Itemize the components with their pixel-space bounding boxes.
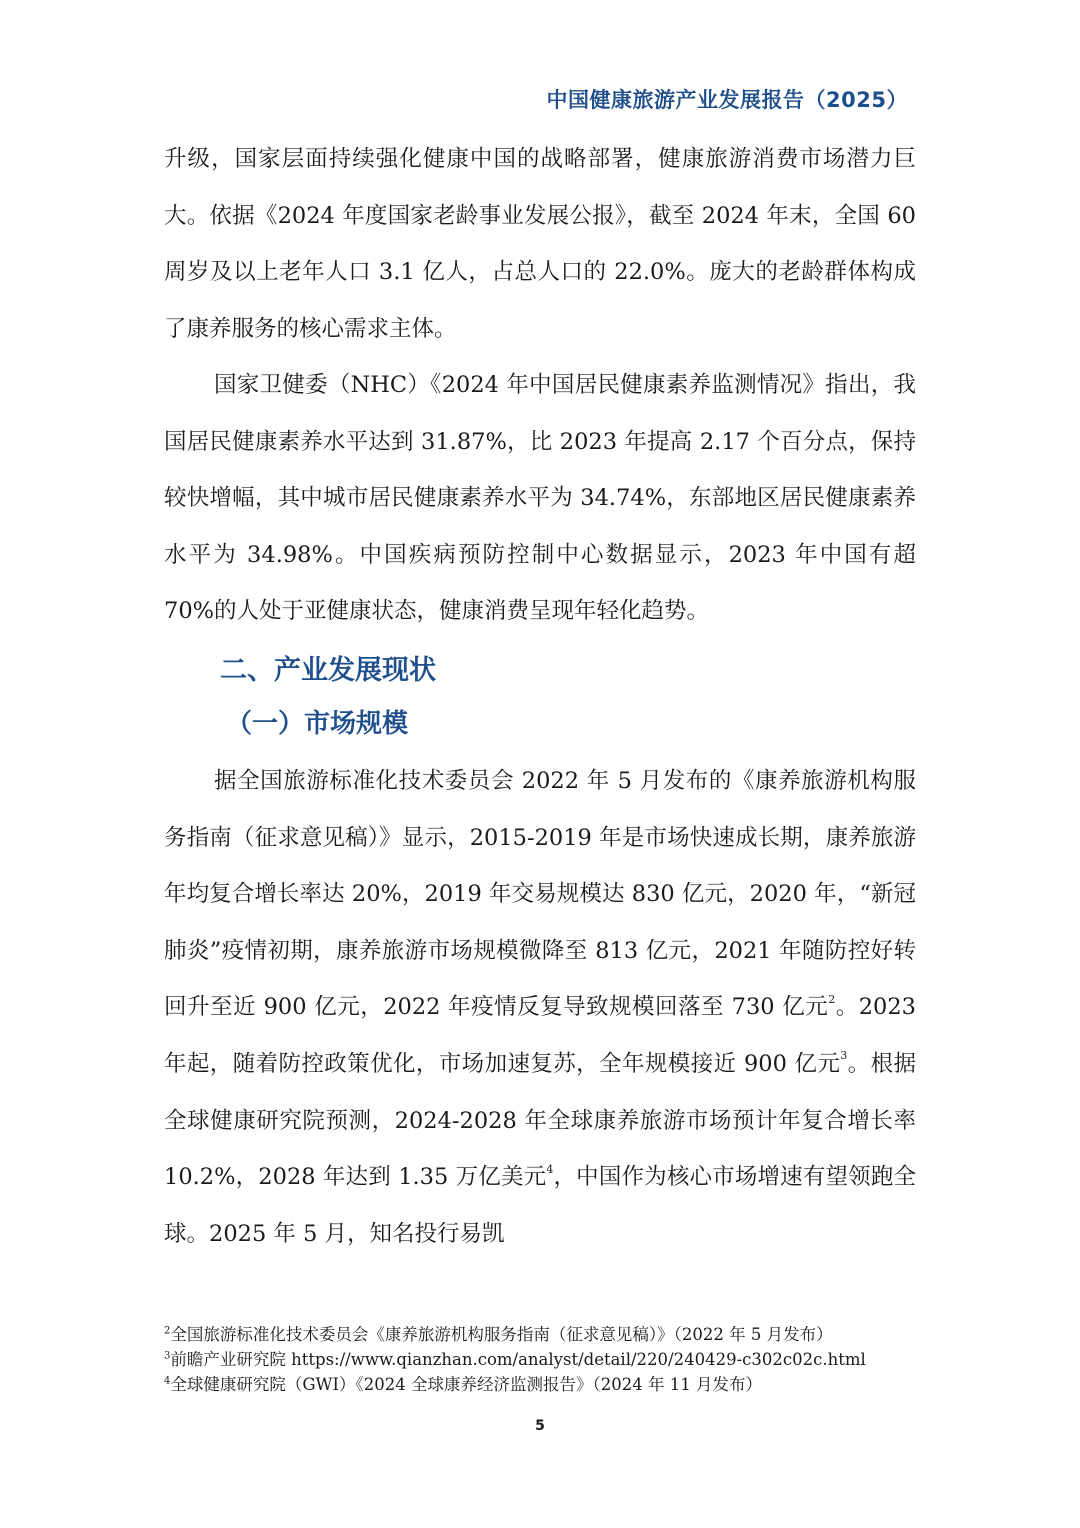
footnote-ref-4[interactable]: 4 (546, 1162, 554, 1176)
report-header-title: 中国健康旅游产业发展报告（2025） (546, 88, 908, 112)
market-text-part-1: 据全国旅游标准化技术委员会 2022 年 5 月发布的《康养旅游机构服务指南（征求意见稿）》显示，2015-2019 年是市场快速成长期，康养旅游年均复合增长率达 20%，2019 年交易规模达 830 亿元，2020 年，“新冠肺炎”疫情初期，康养旅游市场规模微降至 813 亿元，2021 年随防控好转回升至近 900 亿元，2022 年疫情反复导致规模回落至 730 亿元 (164, 768, 916, 1021)
footnote-text[interactable]: 前瞻产业研究院 https://www.qianzhan.com/analyst/detail/220/240429-c302c02c.html (170, 1350, 866, 1369)
footnote-text: 全国旅游标准化技术委员会《康养旅游机构服务指南（征求意见稿）》（2022 年 5 月发布） (170, 1325, 833, 1344)
footnote-mark: 3 (164, 1350, 171, 1362)
market-text-part-4: ，中国作为核心市场增速有望领跑全球。2025 年 5 月，知名投行易凯 (164, 1164, 916, 1247)
paragraph-market-size (164, 753, 916, 1262)
footnote-item (164, 1347, 924, 1372)
market-text-part-2: 。2023 年起，随着防控政策优化，市场加速复苏，全年规模接近 900 亿元 (164, 994, 916, 1077)
footnotes (164, 1322, 924, 1397)
paragraph-population: 升级，国家层面持续强化健康中国的战略部署，健康旅游消费市场潜力巨大。依据《2024 年度国家老龄事业发展公报》，截至 2024 年末，全国 60 周岁及以上老年人口 3.1 亿人，占总人口的 22.0%。庞大的老龄群体构成了康养服务的核心需求主体。 (164, 146, 916, 342)
footnote-ref-2[interactable]: 2 (828, 992, 836, 1006)
footnote-mark: 2 (164, 1325, 171, 1337)
page-number: 5 (535, 1418, 545, 1434)
footnote-item (164, 1322, 924, 1347)
section-heading: 二、产业发展现状 (220, 655, 436, 686)
paragraph-health-literacy: 国家卫健委（NHC）《2024 年中国居民健康素养监测情况》指出，我国居民健康素养水平达到 31.87%，比 2023 年提高 2.17 个百分点，保持较快增幅，其中城市居民健康素养水平为 34.74%，东部地区居民健康素养水平为 34.98%。中国疾病预防控制中心数据显示，2023 年中国有超 70%的人处于亚健康状态，健康消费呈现年轻化趋势。 (164, 372, 916, 625)
market-text-part-3: 。根据全球健康研究院预测，2024-2028 年全球康养旅游市场预计年复合增长率 10.2%，2028 年达到 1.35 万亿美元 (164, 1050, 916, 1191)
footnote-item (164, 1372, 924, 1397)
footnote-text: 全球健康研究院（GWI）《2024 全球康养经济监测报告》（2024 年 11 月发布） (170, 1375, 762, 1394)
footnote-ref-3[interactable]: 3 (840, 1049, 848, 1063)
subsection-heading: （一）市场规模 (226, 709, 409, 739)
footnote-mark: 4 (164, 1375, 171, 1387)
